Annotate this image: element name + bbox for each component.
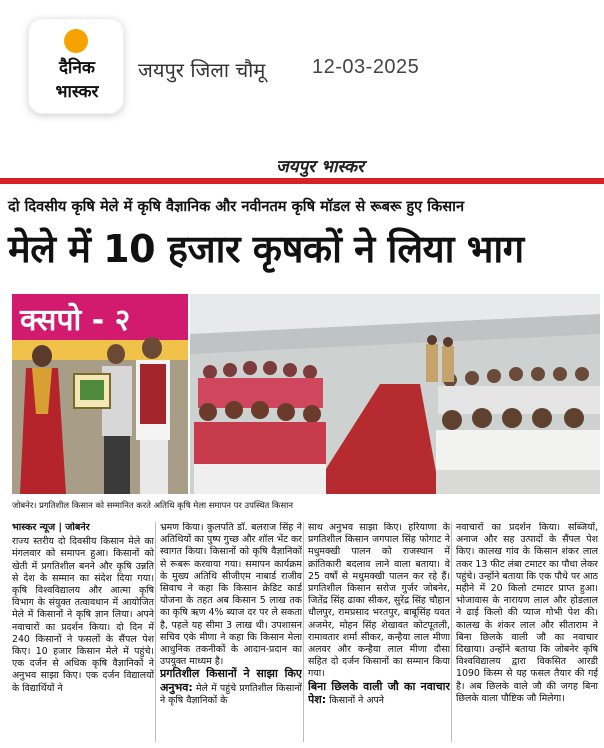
article-col3-text: साथ अनुभव साझा किए। हरियाणा के प्रगतिशील किसान जगपाल सिंह फोगाट ने मधुमक्खी पालन को राजस्थान में क्रांतिकारी बदलाव लाने वाला बताया। वे 25 वर्षों से मधुमक्खी पालन कर रहे हैं। प्रगतिशील किसान सरोज गुर्जर जोबनेर, जितेंद्र सिंह ढाका सीकर, सुरेंद्र सिंह चौहान धौलपुर, रामप्रसाद भरतपुर, बाबूसिंह यवत अजमेर, मोहन सिंह शेखावत कोटपूतली, रामावतार शर्मा सीकर, कन्हैया लाल मीणा अलवर और कन्हैया लाल मीणा दौसा सहित दो दर्जन किसानों का सम्मान किया गया। — [308, 522, 450, 680]
column-divider — [155, 522, 156, 742]
farmers-crowd-photo — [190, 294, 600, 494]
masthead-rule — [0, 178, 604, 184]
logo-text-line1: दैनिक — [59, 58, 95, 78]
award-ceremony-photo — [12, 294, 188, 494]
photo-caption: जोबनेर। प्रगतिशील किसान को सम्मानित करते अतिथि कृषि मेला समापन पर उपस्थित किसान — [12, 500, 293, 510]
masthead: जयपुर भास्कर — [276, 157, 364, 177]
article-column-3 — [308, 522, 450, 748]
article-column-1 — [12, 522, 154, 748]
award-ceremony-illustration — [12, 294, 188, 494]
app-header — [0, 0, 604, 140]
article-col4-text: नवाचारों का प्रदर्शन किया। सब्जियों, अनाज और सह उत्पादों के सैंपल पेश किए। कालख गांव के किसान शंकर लाल तकर 13 फीट लंबा टमाटर का पौधा लेकर पहुंचे। उन्होंने बताया कि एक पौधे पर आठ महीने में 20 किलो टमाटर प्राप्त हुआ। भोजावास के नारायण लाल और होडलाल ने ढाई किलो की प्याज गोभी पेश की। कालख के शंकर लाल और सीताराम ने बिना छिलके वाली जौ का नवाचार दिखाया। उन्होंने बताया कि जोबनेर कृषि विश्वविद्यालय द्वारा विकसित आरडी 1090 किस्म से यह फसल तैयार की गई है। अब छिलके वाले जौ की जगह बिना छिलके वाला पौष्टिक जौ मिलेगा। — [456, 522, 598, 704]
banner-text: क्सपो - २ — [20, 303, 131, 338]
sun-logo-icon — [64, 29, 88, 53]
article-column-2 — [160, 522, 302, 748]
dainik-bhaskar-logo[interactable] — [28, 18, 124, 114]
article-column-4 — [456, 522, 598, 748]
article-col1-text: राज्य स्तरीय दो दिवसीय किसान मेले का मंगलवार को समापन हुआ। किसानों को खेती में प्रगतिशील बनने और कृषि उन्नति से देश के सम्मान का संदेश दिया गया। कृषि विश्वविद्यालय और आत्मा कृषि विभाग के संयुक्त तत्वावधान में आयोजित मेले में किसानों ने कृषि ज्ञान लिया। अपने नवाचारों का प्रदर्शन किया। दो दिन में 240 किसानों ने फसलों के सैंपल पेश किए। 10 हजार किसान मेले में पहुंचे। एक दर्जन से अधिक कृषि वैज्ञानिकों ने अनुभव साझा किए। एक दर्जन विद्यालयों के विद्यार्थियों ने — [12, 536, 154, 694]
edition-place: जयपुर जिला चौमू — [138, 58, 266, 82]
col3-subheading: बिना छिलके वाली जौ का नवाचार पेश: — [308, 679, 450, 706]
crowd-illustration — [190, 294, 600, 494]
headline: मेले में 10 हजार कृषकों ने लिया भाग — [8, 227, 524, 271]
column-divider — [451, 522, 452, 742]
edition-date: 12-03-2025 — [312, 56, 420, 78]
logo-text-line2: भास्कर — [55, 82, 99, 102]
article-col3-tail: किसानों ने अपने — [329, 694, 385, 706]
article-col2-text: भ्रमण किया। कुलपति डॉ. बलराज सिंह ने अतिथियों का पुष्प गुच्छ और शॉल भेंट कर स्वागत किया। किसानों को कृषि वैज्ञानिकों से रूबरू करवाया गया। समापन कार्यक्रम के मुख्य अतिथि सीजीएम नाबार्ड राजीव सिवाच ने कहा कि किसान क्रेडिट कार्ड योजना के तहत अब किसान 5 लाख तक का कृषि ऋण 4% ब्याज दर पर ले सकता है, पहले यह सीमा 3 लाख थी। उपशासन सचिव एके मीणा ने कहा कि किसान मेला आधुनिक तकनीकों के आदान-प्रदान का उपयुक्त माध्यम है। — [160, 522, 302, 668]
byline: भास्कर न्यूज | जोबनेर — [12, 522, 90, 533]
col2-subheading: प्रगतिशील किसानों ने साझा किए अनुभव: — [160, 667, 302, 694]
sub-headline: दो दिवसीय कृषि मेले में कृषि वैज्ञानिक और नवीनतम कृषि मॉडल से रूबरू हुए किसान — [8, 198, 465, 215]
column-divider — [303, 522, 304, 742]
article-col2-tail: मेले में पहुंचे प्रगतिशील किसानों ने कृषि वैज्ञानिकों के — [160, 682, 302, 706]
